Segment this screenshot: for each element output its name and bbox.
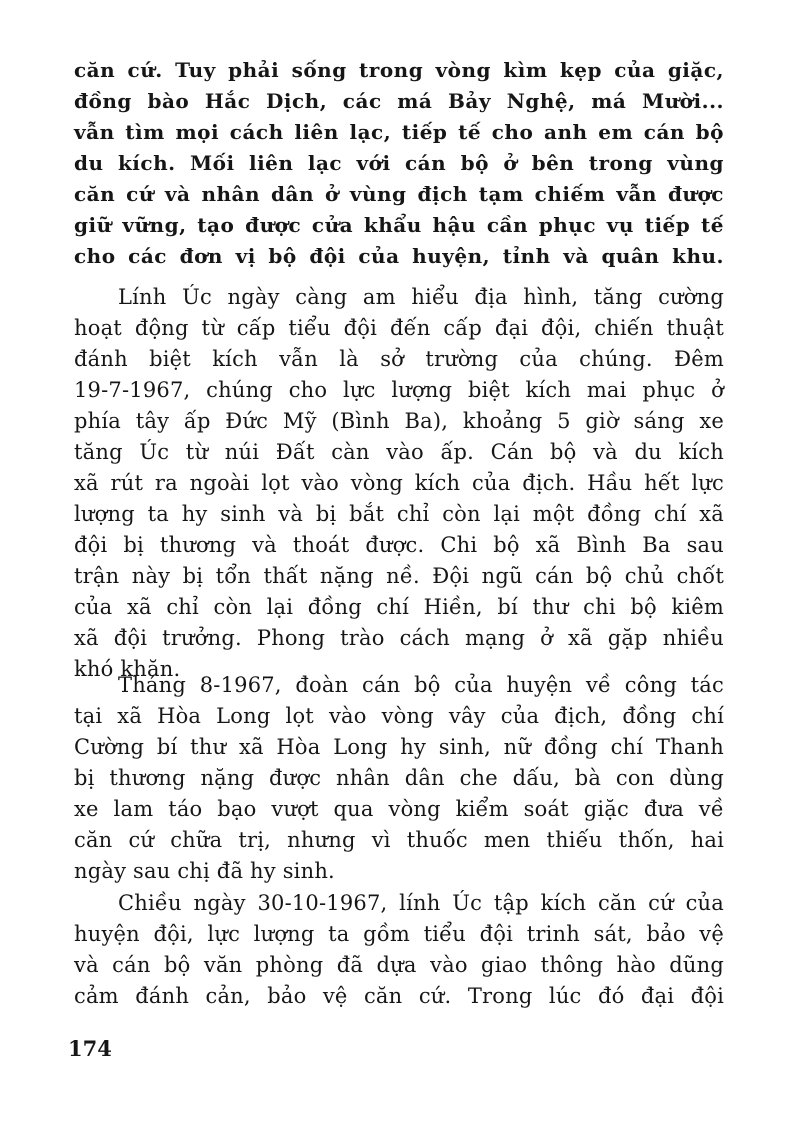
text-line: đồng bào Hắc Dịch, các má Bảy Nghệ, má Mười...	[74, 89, 724, 113]
text-line: cho các đơn vị bộ đội của huyện, tỉnh và quân khu.	[74, 244, 724, 268]
text-line: phía tây ấp Đức Mỹ (Bình Ba), khoảng 5 giờ sáng xe	[74, 409, 724, 433]
text-line: ngày sau chị đã hy sinh.	[74, 859, 335, 883]
text-line: huyện đội, lực lượng ta gồm tiểu đội trinh sát, bảo vệ	[74, 922, 724, 946]
text-line: Tháng 8-1967, đoàn cán bộ của huyện về công tác	[118, 673, 724, 697]
text-line: Chiều ngày 30-10-1967, lính Úc tập kích căn cứ của	[118, 891, 724, 915]
text-line: lượng ta hy sinh và bị bắt chỉ còn lại một đồng chí xã	[74, 502, 724, 526]
text-line: du kích. Mối liên lạc với cán bộ ở bên trong vùng	[74, 151, 724, 175]
text-line: vẫn tìm mọi cách liên lạc, tiếp tế cho anh em cán bộ	[74, 120, 724, 144]
text-line: xã đội trưởng. Phong trào cách mạng ở xã gặp nhiều	[74, 626, 724, 650]
page-number: 174	[68, 1036, 112, 1061]
text-line: cảm đánh cản, bảo vệ căn cứ. Trong lúc đó đại đội	[74, 984, 724, 1008]
paragraph-4	[74, 888, 724, 1012]
text-line: xã rút ra ngoài lọt vào vòng kích của địch. Hầu hết lực	[74, 471, 724, 495]
text-line: tăng Úc từ núi Đất càn vào ấp. Cán bộ và du kích	[74, 440, 724, 464]
text-line: bị thương nặng được nhân dân che dấu, bà con dùng	[74, 766, 724, 790]
text-line: trận này bị tổn thất nặng nề. Đội ngũ cán bộ chủ chốt	[74, 564, 724, 588]
text-line: đánh biệt kích vẫn là sở trường của chúng. Đêm	[74, 347, 724, 371]
text-line: hoạt động từ cấp tiểu đội đến cấp đại đội, chiến thuật	[74, 316, 724, 340]
text-line: đội bị thương và thoát được. Chi bộ xã Bình Ba sau	[74, 533, 724, 557]
paragraph-2	[74, 282, 724, 685]
text-line: của xã chỉ còn lại đồng chí Hiền, bí thư chi bộ kiêm	[74, 595, 724, 619]
text-line: Cường bí thư xã Hòa Long hy sinh, nữ đồng chí Thanh	[74, 735, 724, 759]
text-line: căn cứ. Tuy phải sống trong vòng kìm kẹp của giặc,	[74, 58, 724, 82]
text-line: xe lam táo bạo vượt qua vòng kiểm soát giặc đưa về	[74, 797, 724, 821]
text-line: giữ vững, tạo được cửa khẩu hậu cần phục vụ tiếp tế	[74, 213, 724, 237]
text-line: 19-7-1967, chúng cho lực lượng biệt kích mai phục ở	[74, 378, 724, 402]
text-line: và cán bộ văn phòng đã dựa vào giao thông hào dũng	[74, 953, 724, 977]
text-line: căn cứ chữa trị, nhưng vì thuốc men thiếu thốn, hai	[74, 828, 724, 852]
text-line: Lính Úc ngày càng am hiểu địa hình, tăng cường	[118, 285, 724, 309]
text-line: khó khăn.	[74, 657, 181, 681]
text-line: căn cứ và nhân dân ở vùng địch tạm chiếm vẫn được	[74, 182, 724, 206]
paragraph-3	[74, 670, 724, 887]
paragraph-1	[74, 55, 724, 272]
text-line: tại xã Hòa Long lọt vào vòng vây của địch, đồng chí	[74, 704, 724, 728]
